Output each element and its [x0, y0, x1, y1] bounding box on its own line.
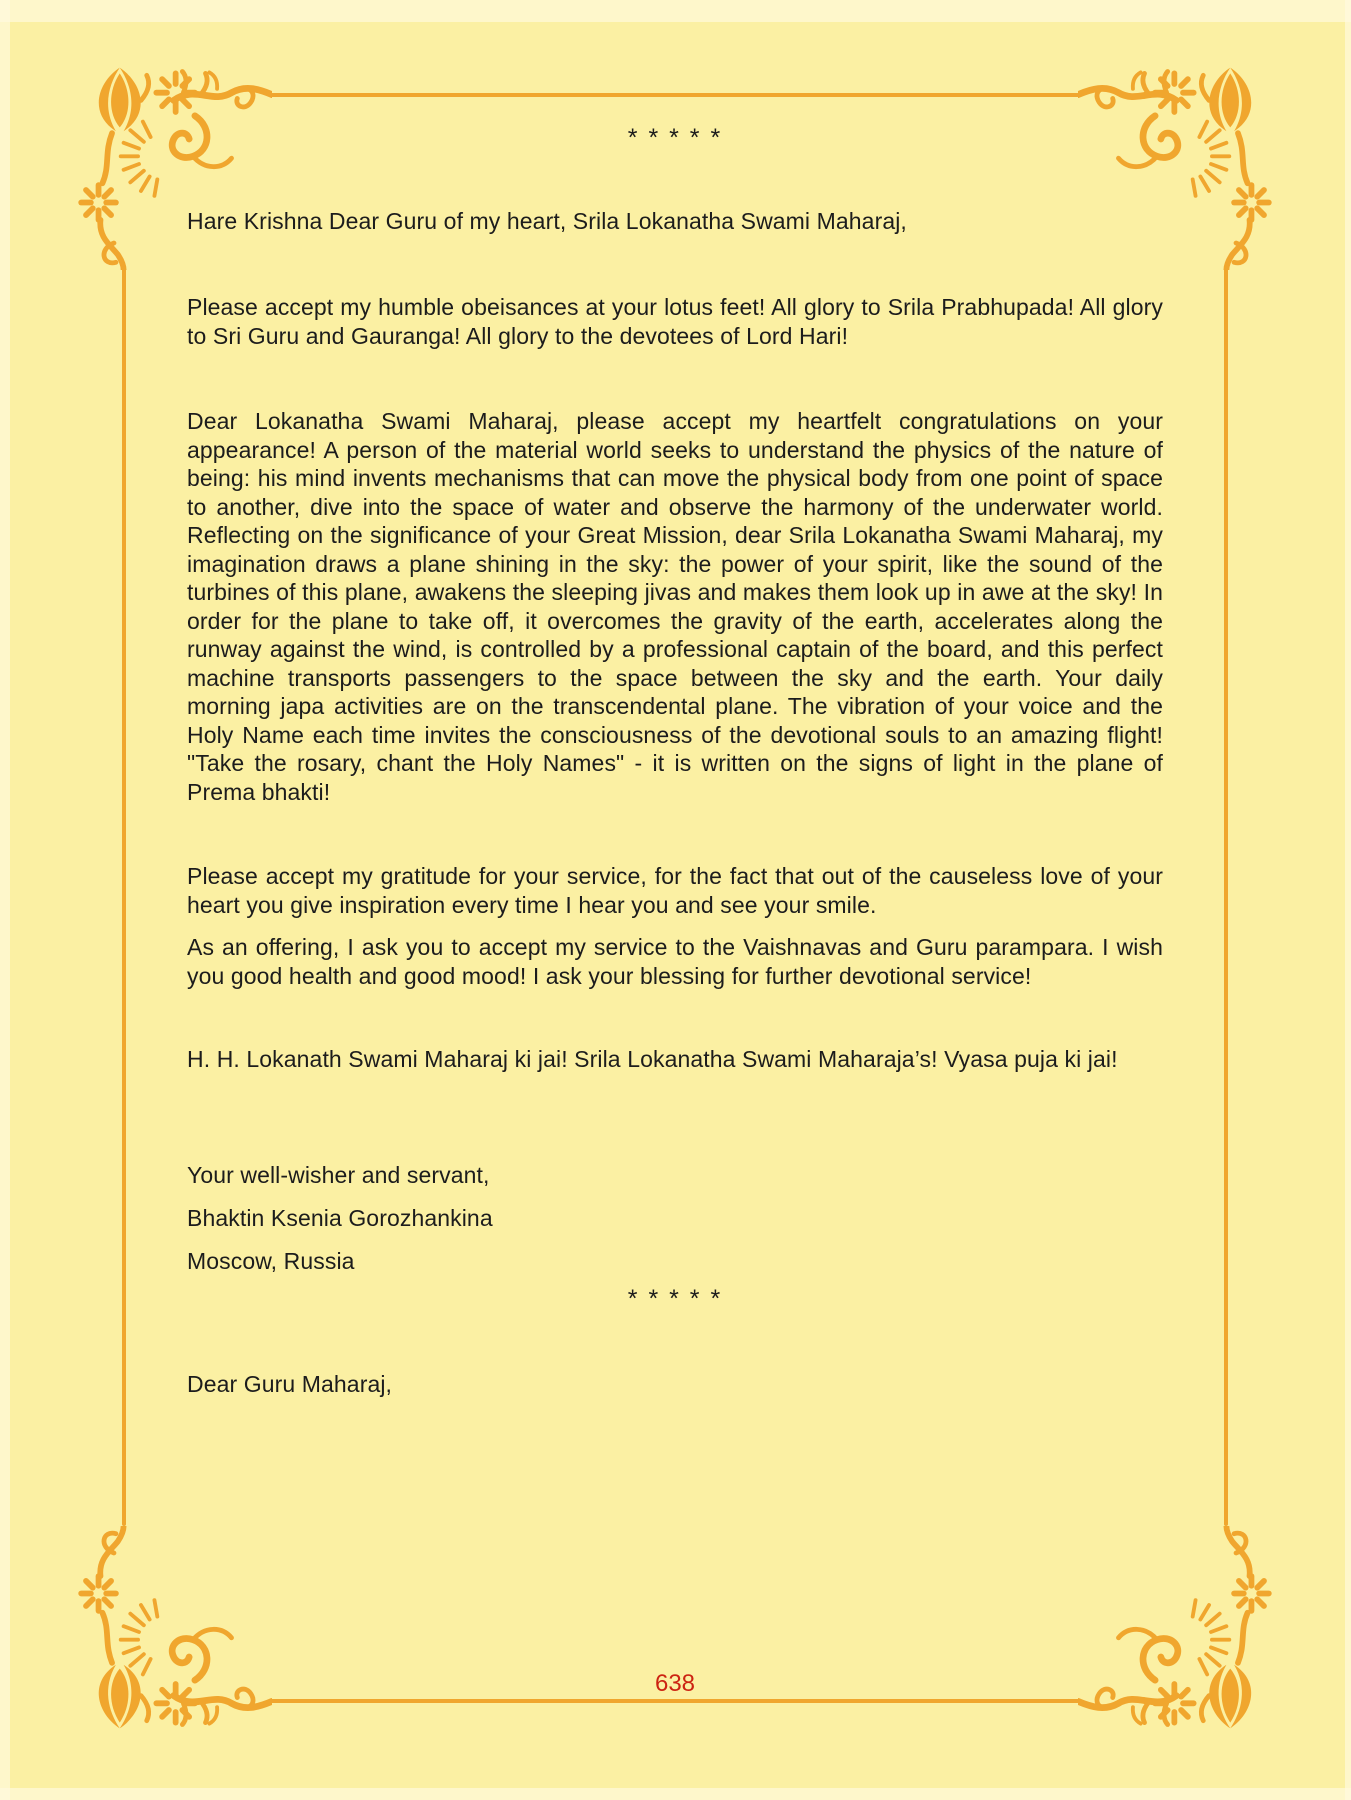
border-line-bottom: [270, 1699, 1080, 1703]
floral-corner-ornament-top-right-icon: [1078, 58, 1290, 270]
page-edge-top: [0, 0, 1351, 22]
letter-paragraph-body: Dear Lokanatha Swami Maharaj, please accept my heartfelt congratulations on your appearance! A person of the material world seeks to understand the physics of the nature of being: his mind invents mechanisms that can move the physical body from one point of space to another, dive into the space of water and observe the harmony of the underwater world. Reflecting on the significance of your Great Mission, dear Srila Lokanatha Swami Maharaj, my imagination draws a plane shining in the sky: the power of your spirit, like the sound of the turbines of this plane, awakens the sleeping jivas and makes them look up in awe at the sky! In order for the plane to take off, it overcomes the gravity of the earth, accelerates along the runway against the wind, is controlled by a professional captain of the board, and this perfect machine transports passengers to the space between the sky and the earth. Your daily morning japa activities are on the transcendental plane. The vibration of your voice and the Holy Name each time invites the consciousness of the devotional souls to an amazing flight! "Take the rosary, chant the Holy Names" - it is written on the signs of light in the plane of Prema bhakti!: [187, 408, 1163, 805]
letter-paragraph-offering: As an offering, I ask you to accept my service to the Vaishnavas and Guru parampara. I wish you good health and good mood! I ask your blessing for further devotional service!: [187, 934, 1163, 989]
separator-asterisks-top: * * * * *: [627, 124, 723, 152]
letter-paragraph-obeisances: Please accept my humble obeisances at your lotus feet! All glory to Srila Prabhupada! All glory to Sri Guru and Gauranga! All glory to the devotees of Lord Hari!: [187, 294, 1163, 349]
letter-salutation: Hare Krishna Dear Guru of my heart, Srila Lokanatha Swami Maharaj,: [187, 208, 907, 234]
floral-corner-ornament-top-left-icon: [60, 58, 272, 270]
next-letter-salutation: Dear Guru Maharaj,: [187, 1371, 393, 1397]
floral-corner-ornament-bottom-right-icon: [1078, 1526, 1290, 1738]
letter-signoff: Your well-wisher and servant,: [187, 1162, 490, 1188]
page-edge-right: [1345, 0, 1351, 1800]
letter-paragraph-gratitude: Please accept my gratitude for your service, for the fact that out of the causeless love of your heart you give inspiration every time I hear you and see your smile.: [187, 863, 1163, 918]
page-edge-bottom: [0, 1788, 1351, 1800]
page-edge-left: [0, 0, 10, 1800]
page-number: 638: [654, 1670, 696, 1697]
border-line-top: [270, 93, 1080, 97]
border-line-right: [1224, 268, 1228, 1526]
letter-paragraph-jai: H. H. Lokanath Swami Maharaj ki jai! Srila Lokanatha Swami Maharaja’s! Vyasa puja ki jai!: [187, 1046, 1118, 1072]
floral-corner-ornament-bottom-left-icon: [60, 1526, 272, 1738]
letter-location: Moscow, Russia: [187, 1248, 355, 1274]
separator-asterisks-bottom: * * * * *: [627, 1285, 723, 1313]
letter-author: Bhaktin Ksenia Gorozhankina: [187, 1205, 493, 1231]
border-line-left: [122, 268, 126, 1526]
